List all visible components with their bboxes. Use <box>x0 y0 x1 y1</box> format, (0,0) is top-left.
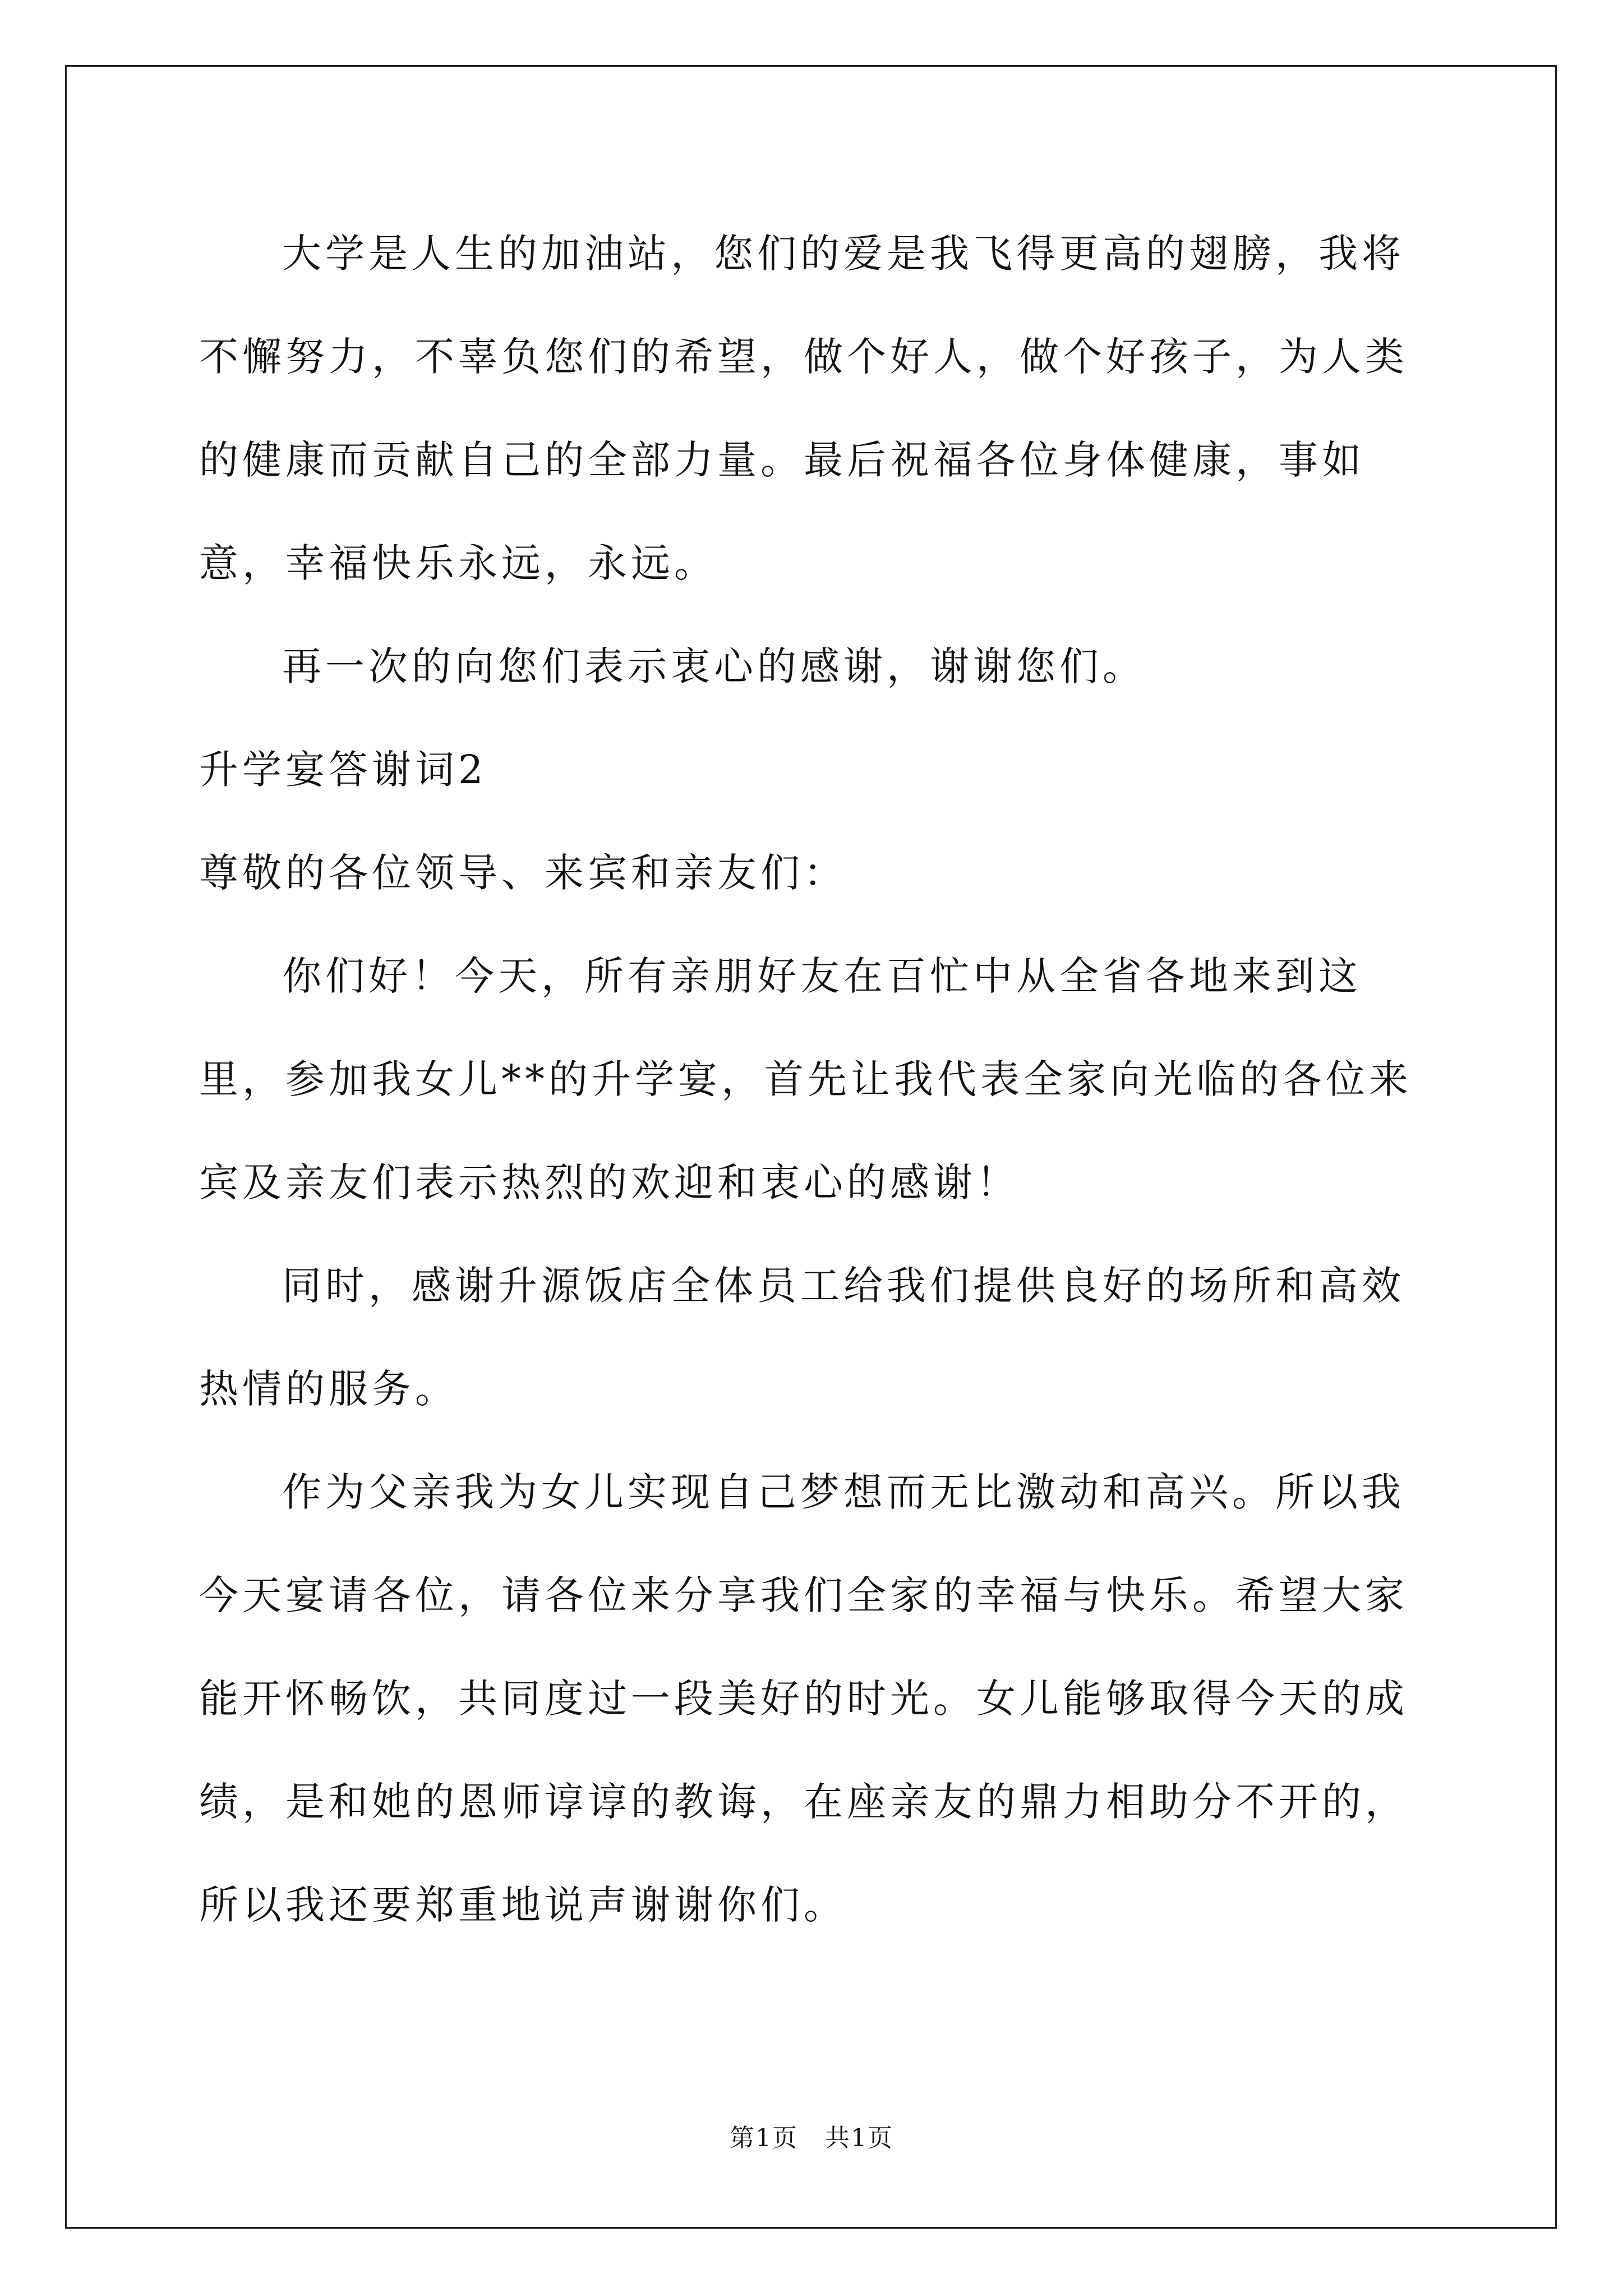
paragraph-restaurant-thanks: 同时，感谢升源饭店全体员工给我们提供良好的场所和高效热情的服务。 <box>199 1263 1405 1412</box>
paragraph-thanks-again: 再一次的向您们表示衷心的感谢，谢谢您们。 <box>282 643 1146 689</box>
paragraph-closing-wishes: 大学是人生的加油站，您们的爱是我飞得更高的翅膀，我将不懈努力，不辜负您们的希望，做个好人，做个好孩子，为人类的健康而贡献自己的全部力量。最后祝福各位身体健康，事如意，幸福快乐永远，永远。 <box>199 231 1408 586</box>
document-body <box>199 202 1433 1957</box>
paragraph-father-speech: 作为父亲我为女儿实现自己梦想而无比激动和高兴。所以我今天宴请各位，请各位来分享我们全家的幸福与快乐。希望大家能开怀畅饮，共同度过一段美好的时光。女儿能够取得今天的成绩，是和她的恩师谆谆的教诲，在座亲友的鼎力相助分不开的，所以我还要郑重地说声谢谢你们。 <box>199 1469 1408 1928</box>
page-number-footer: 第1页 共1页 <box>730 2124 893 2152</box>
section-heading: 升学宴答谢词2 <box>199 747 487 793</box>
salutation: 尊敬的各位领导、来宾和亲友们： <box>199 850 847 896</box>
paragraph-greeting: 你们好！今天，所有亲朋好友在百忙中从全省各地来到这里，参加我女儿**的升学宴，首先让我代表全家向光临的各位来宾及亲友们表示热烈的欢迎和衷心的感谢！ <box>199 953 1412 1205</box>
